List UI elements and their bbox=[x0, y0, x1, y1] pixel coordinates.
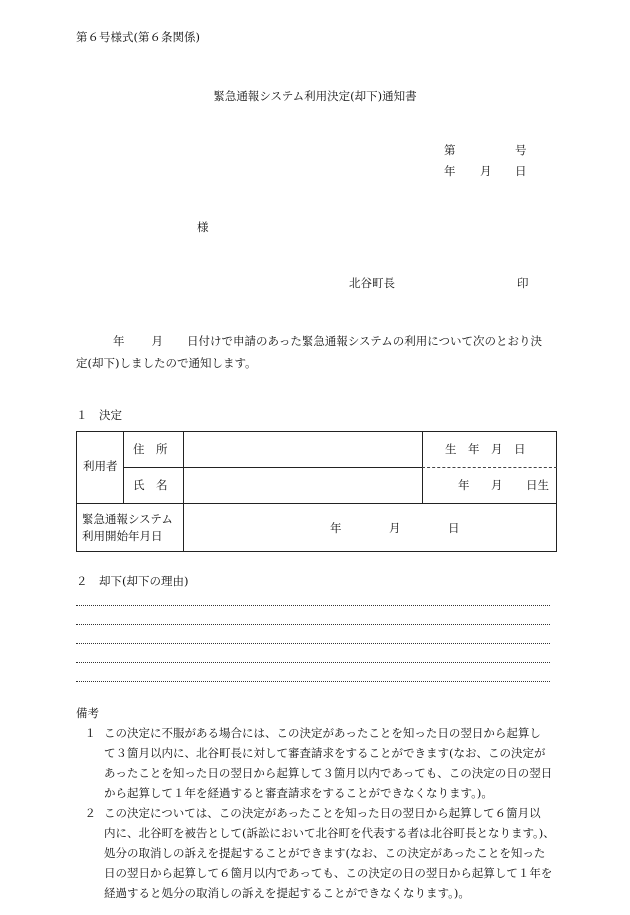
note-line: あったことを知った日の翌日から起算して３箇月以内であっても、この決定の日の翌日 bbox=[104, 766, 553, 780]
reason-line bbox=[76, 624, 550, 625]
note-number: ２ bbox=[84, 806, 96, 820]
document-title: 緊急通報システム利用決定(却下)通知書 bbox=[213, 89, 417, 103]
note-line: から起算して１年を経過すると審査請求をすることができなくなります。)。 bbox=[104, 786, 493, 800]
body-line1-rest: 日付けで申請のあった緊急通報システムの利用について次のとおり決 bbox=[187, 334, 543, 348]
table-divider bbox=[123, 467, 423, 468]
note-line: １ この決定に不服がある場合には、この決定があったことを知った日の翌日から起算し bbox=[76, 723, 556, 743]
start-month: 月 bbox=[389, 521, 401, 535]
seal-mark: 印 bbox=[517, 276, 529, 290]
birth-year: 年 bbox=[458, 478, 470, 492]
remark-note-2 bbox=[76, 803, 556, 903]
remark-note-1 bbox=[76, 723, 556, 803]
body-line-1 bbox=[76, 330, 556, 352]
doc-date-month: 月 bbox=[480, 164, 492, 178]
birth-day: 日生 bbox=[526, 478, 549, 492]
section-2-title: ２ 却下(却下の理由) bbox=[76, 574, 189, 588]
doc-date-year: 年 bbox=[444, 164, 456, 178]
birth-date-label: 生 年 月 日 bbox=[445, 442, 526, 456]
table-divider-dashed bbox=[422, 467, 557, 468]
reason-line bbox=[76, 605, 550, 606]
doc-number-prefix: 第 bbox=[444, 143, 456, 157]
note-line: 経過すると処分の取消しの訴えを提起することができなくなります。)。 bbox=[104, 886, 470, 900]
name-label: 氏 名 bbox=[133, 478, 168, 492]
form-number: 第６号様式(第６条関係) bbox=[76, 30, 200, 44]
note-line: て３箇月以内に、北谷町長に対して審査請求をすることができます(なお、この決定が bbox=[104, 746, 546, 760]
birth-month: 月 bbox=[491, 478, 503, 492]
decision-table bbox=[76, 431, 557, 552]
start-day: 日 bbox=[448, 521, 460, 535]
section-1-title: １ 決定 bbox=[76, 408, 122, 422]
note-line: 処分の取消しの訴えを提起することができます(なお、この決定があったことを知った bbox=[104, 846, 546, 860]
address-label: 住 所 bbox=[133, 442, 168, 456]
issuer-name: 北谷町長 bbox=[349, 276, 395, 290]
user-label: 利用者 bbox=[83, 459, 118, 473]
reason-line bbox=[76, 662, 550, 663]
start-year: 年 bbox=[330, 521, 342, 535]
reason-line bbox=[76, 643, 550, 644]
note-line: 日の翌日から起算して６箇月以内であっても、この決定の日の翌日から起算して１年を bbox=[104, 866, 553, 880]
start-date-label-line2: 利用開始年月日 bbox=[82, 529, 163, 543]
remarks-title: 備考 bbox=[76, 706, 99, 720]
body-year: 年 bbox=[113, 334, 125, 348]
reason-line bbox=[76, 681, 550, 682]
note-line: 内に、北谷町を被告として(訴訟において北谷町を代表する者は北谷町長となります。)、 bbox=[104, 826, 555, 840]
note-number: １ bbox=[84, 726, 96, 740]
body-month: 月 bbox=[151, 334, 163, 348]
addressee-honorific: 様 bbox=[197, 220, 209, 234]
table-divider bbox=[77, 503, 557, 504]
body-line-2: 定(却下)しましたので通知します。 bbox=[76, 356, 257, 370]
start-date-label-line1: 緊急通報システム bbox=[82, 512, 173, 526]
doc-date-day: 日 bbox=[515, 164, 527, 178]
note-line: ２ この決定については、この決定があったことを知った日の翌日から起算して６箇月以 bbox=[76, 803, 556, 823]
doc-number-suffix: 号 bbox=[515, 143, 527, 157]
body-paragraph bbox=[76, 330, 556, 374]
table-divider bbox=[183, 432, 184, 552]
